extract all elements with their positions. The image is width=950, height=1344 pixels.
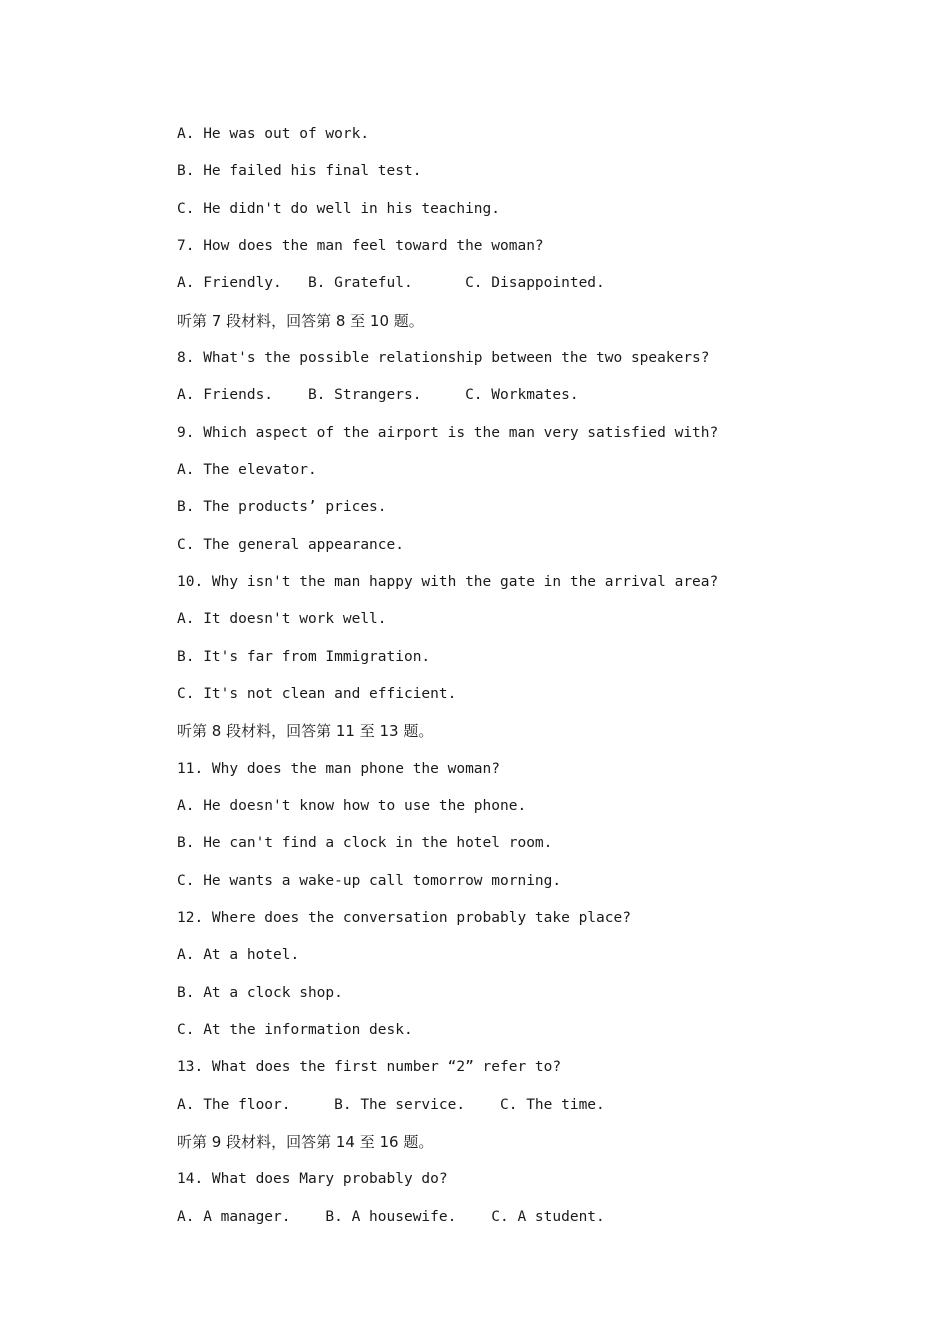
options-7: A. Friendly. B. Grateful. C. Disappointed. — [177, 275, 605, 291]
option-12b: B. At a clock shop. — [177, 985, 343, 1001]
option-6c: C. He didn't do well in his teaching. — [177, 201, 501, 217]
option-6a: A. He was out of work. — [177, 126, 370, 142]
option-10b: B. It's far from Immigration. — [177, 649, 431, 665]
question-12: 12. Where does the conversation probably take place? — [177, 910, 631, 926]
option-10a: A. It doesn't work well. — [177, 611, 387, 627]
option-11a: A. He doesn't know how to use the phone. — [177, 798, 527, 814]
question-13: 13. What does the first number “2” refer to? — [177, 1059, 562, 1075]
question-11: 11. Why does the man phone the woman? — [177, 761, 501, 777]
option-9c: C. The general appearance. — [177, 537, 404, 553]
option-11b: B. He can't find a clock in the hotel room. — [177, 835, 553, 851]
option-11c: C. He wants a wake-up call tomorrow morning. — [177, 873, 562, 889]
options-14: A. A manager. B. A housewife. C. A student. — [177, 1209, 605, 1225]
question-14: 14. What does Mary probably do? — [177, 1171, 448, 1187]
option-10c: C. It's not clean and efficient. — [177, 686, 457, 702]
option-6b: B. He failed his final test. — [177, 163, 422, 179]
option-12c: C. At the information desk. — [177, 1022, 413, 1038]
question-7: 7. How does the man feel toward the woman? — [177, 238, 544, 254]
options-13: A. The floor. B. The service. C. The time. — [177, 1097, 605, 1113]
question-10: 10. Why isn't the man happy with the gate in the arrival area? — [177, 574, 719, 590]
section-heading-8: 听第 8 段材料，回答第 11 至 13 题。 — [177, 722, 434, 740]
section-heading-9: 听第 9 段材料，回答第 14 至 16 题。 — [177, 1133, 434, 1151]
option-9b: B. The products’ prices. — [177, 499, 387, 515]
option-12a: A. At a hotel. — [177, 947, 300, 963]
section-heading-7: 听第 7 段材料，回答第 8 至 10 题。 — [177, 312, 424, 330]
question-8: 8. What's the possible relationship between the two speakers? — [177, 350, 710, 366]
options-8: A. Friends. B. Strangers. C. Workmates. — [177, 387, 579, 403]
question-9: 9. Which aspect of the airport is the man very satisfied with? — [177, 425, 719, 441]
option-9a: A. The elevator. — [177, 462, 317, 478]
